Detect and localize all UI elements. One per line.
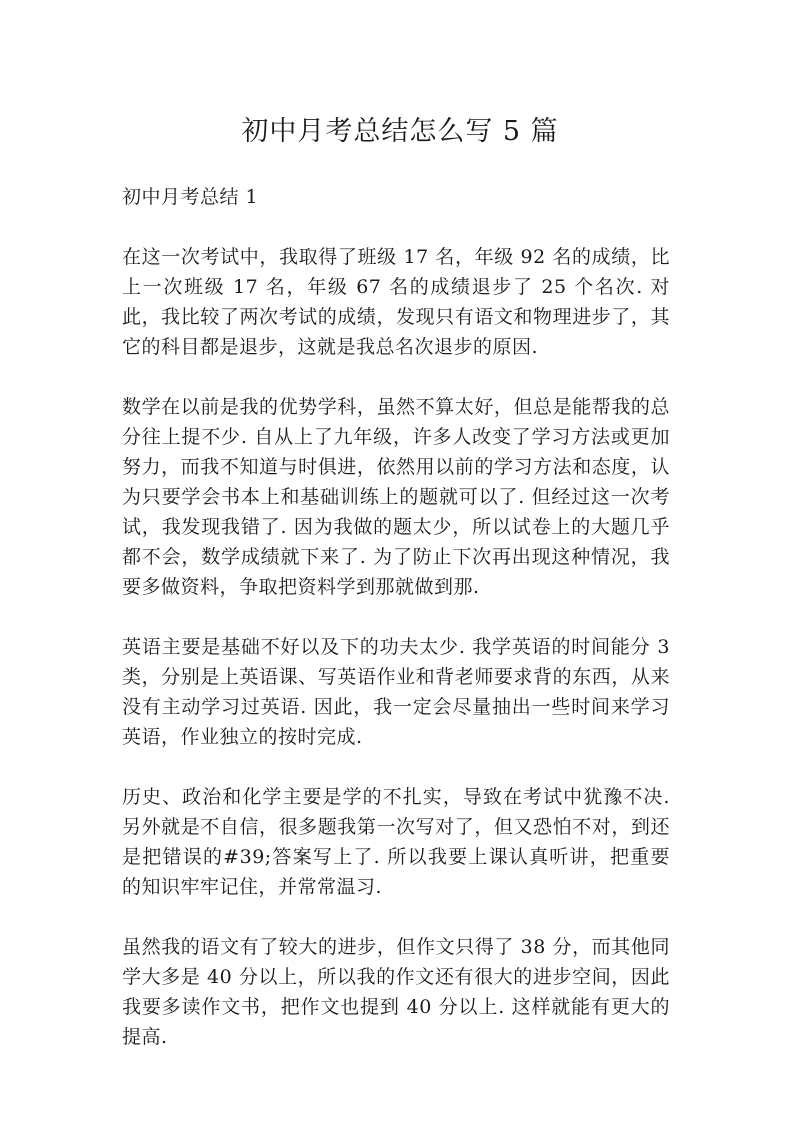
document-title: 初中月考总结怎么写 5 篇 [241, 116, 559, 147]
paragraph-5: 虽然我的语文有了较大的进步，但作文只得了 38 分，而其他同学大多是 40 分以上，所以我的作文还有很大的进步空间，因此我要多读作文书，把作文也提到 40 分以上. 这样就能有更大的提高. [122, 936, 670, 1048]
paragraph-4: 历史、政治和化学主要是学的不扎实，导致在考试中犹豫不决. 另外就是不自信，很多题我第一次写对了，但又恐怕不对，到还是把错误的#39;答案写上了. 所以我要上课认真听讲，把重要的知识牢牢记住，并常常温习. [122, 786, 670, 898]
paragraph-1: 在这一次考试中，我取得了班级 17 名，年级 92 名的成绩，比上一次班级 17 名，年级 67 名的成绩退步了 25 个名次. 对此，我比较了两次考试的成绩，发现只有语文和物理进步了，其它的科目都是退步，这就是我总名次退步的原因. [122, 246, 670, 358]
document-body [122, 182, 670, 1082]
paragraph-2: 数学在以前是我的优势学科，虽然不算太好，但总是能帮我的总分往上提不少. 自从上了九年级，许多人改变了学习方法或更加努力，而我不知道与时俱进，依然用以前的学习方法和态度，认为只要学会书本上和基础训练上的题就可以了. 但经过这一次考试，我发现我错了. 因为我做的题太少，所以试卷上的大题几乎都不会，数学成绩就下来了. 为了防止下次再出现这种情况，我要多做资料，争取把资料学到那就做到那. [122, 396, 670, 598]
paragraph-3: 英语主要是基础不好以及下的功夫太少. 我学英语的时间能分 3 类，分别是上英语课、写英语作业和背老师要求背的东西，从来没有主动学习过英语. 因此，我一定会尽量抽出一些时间来学习英语，作业独立的按时完成. [122, 636, 670, 748]
section-heading: 初中月考总结 1 [122, 186, 259, 208]
